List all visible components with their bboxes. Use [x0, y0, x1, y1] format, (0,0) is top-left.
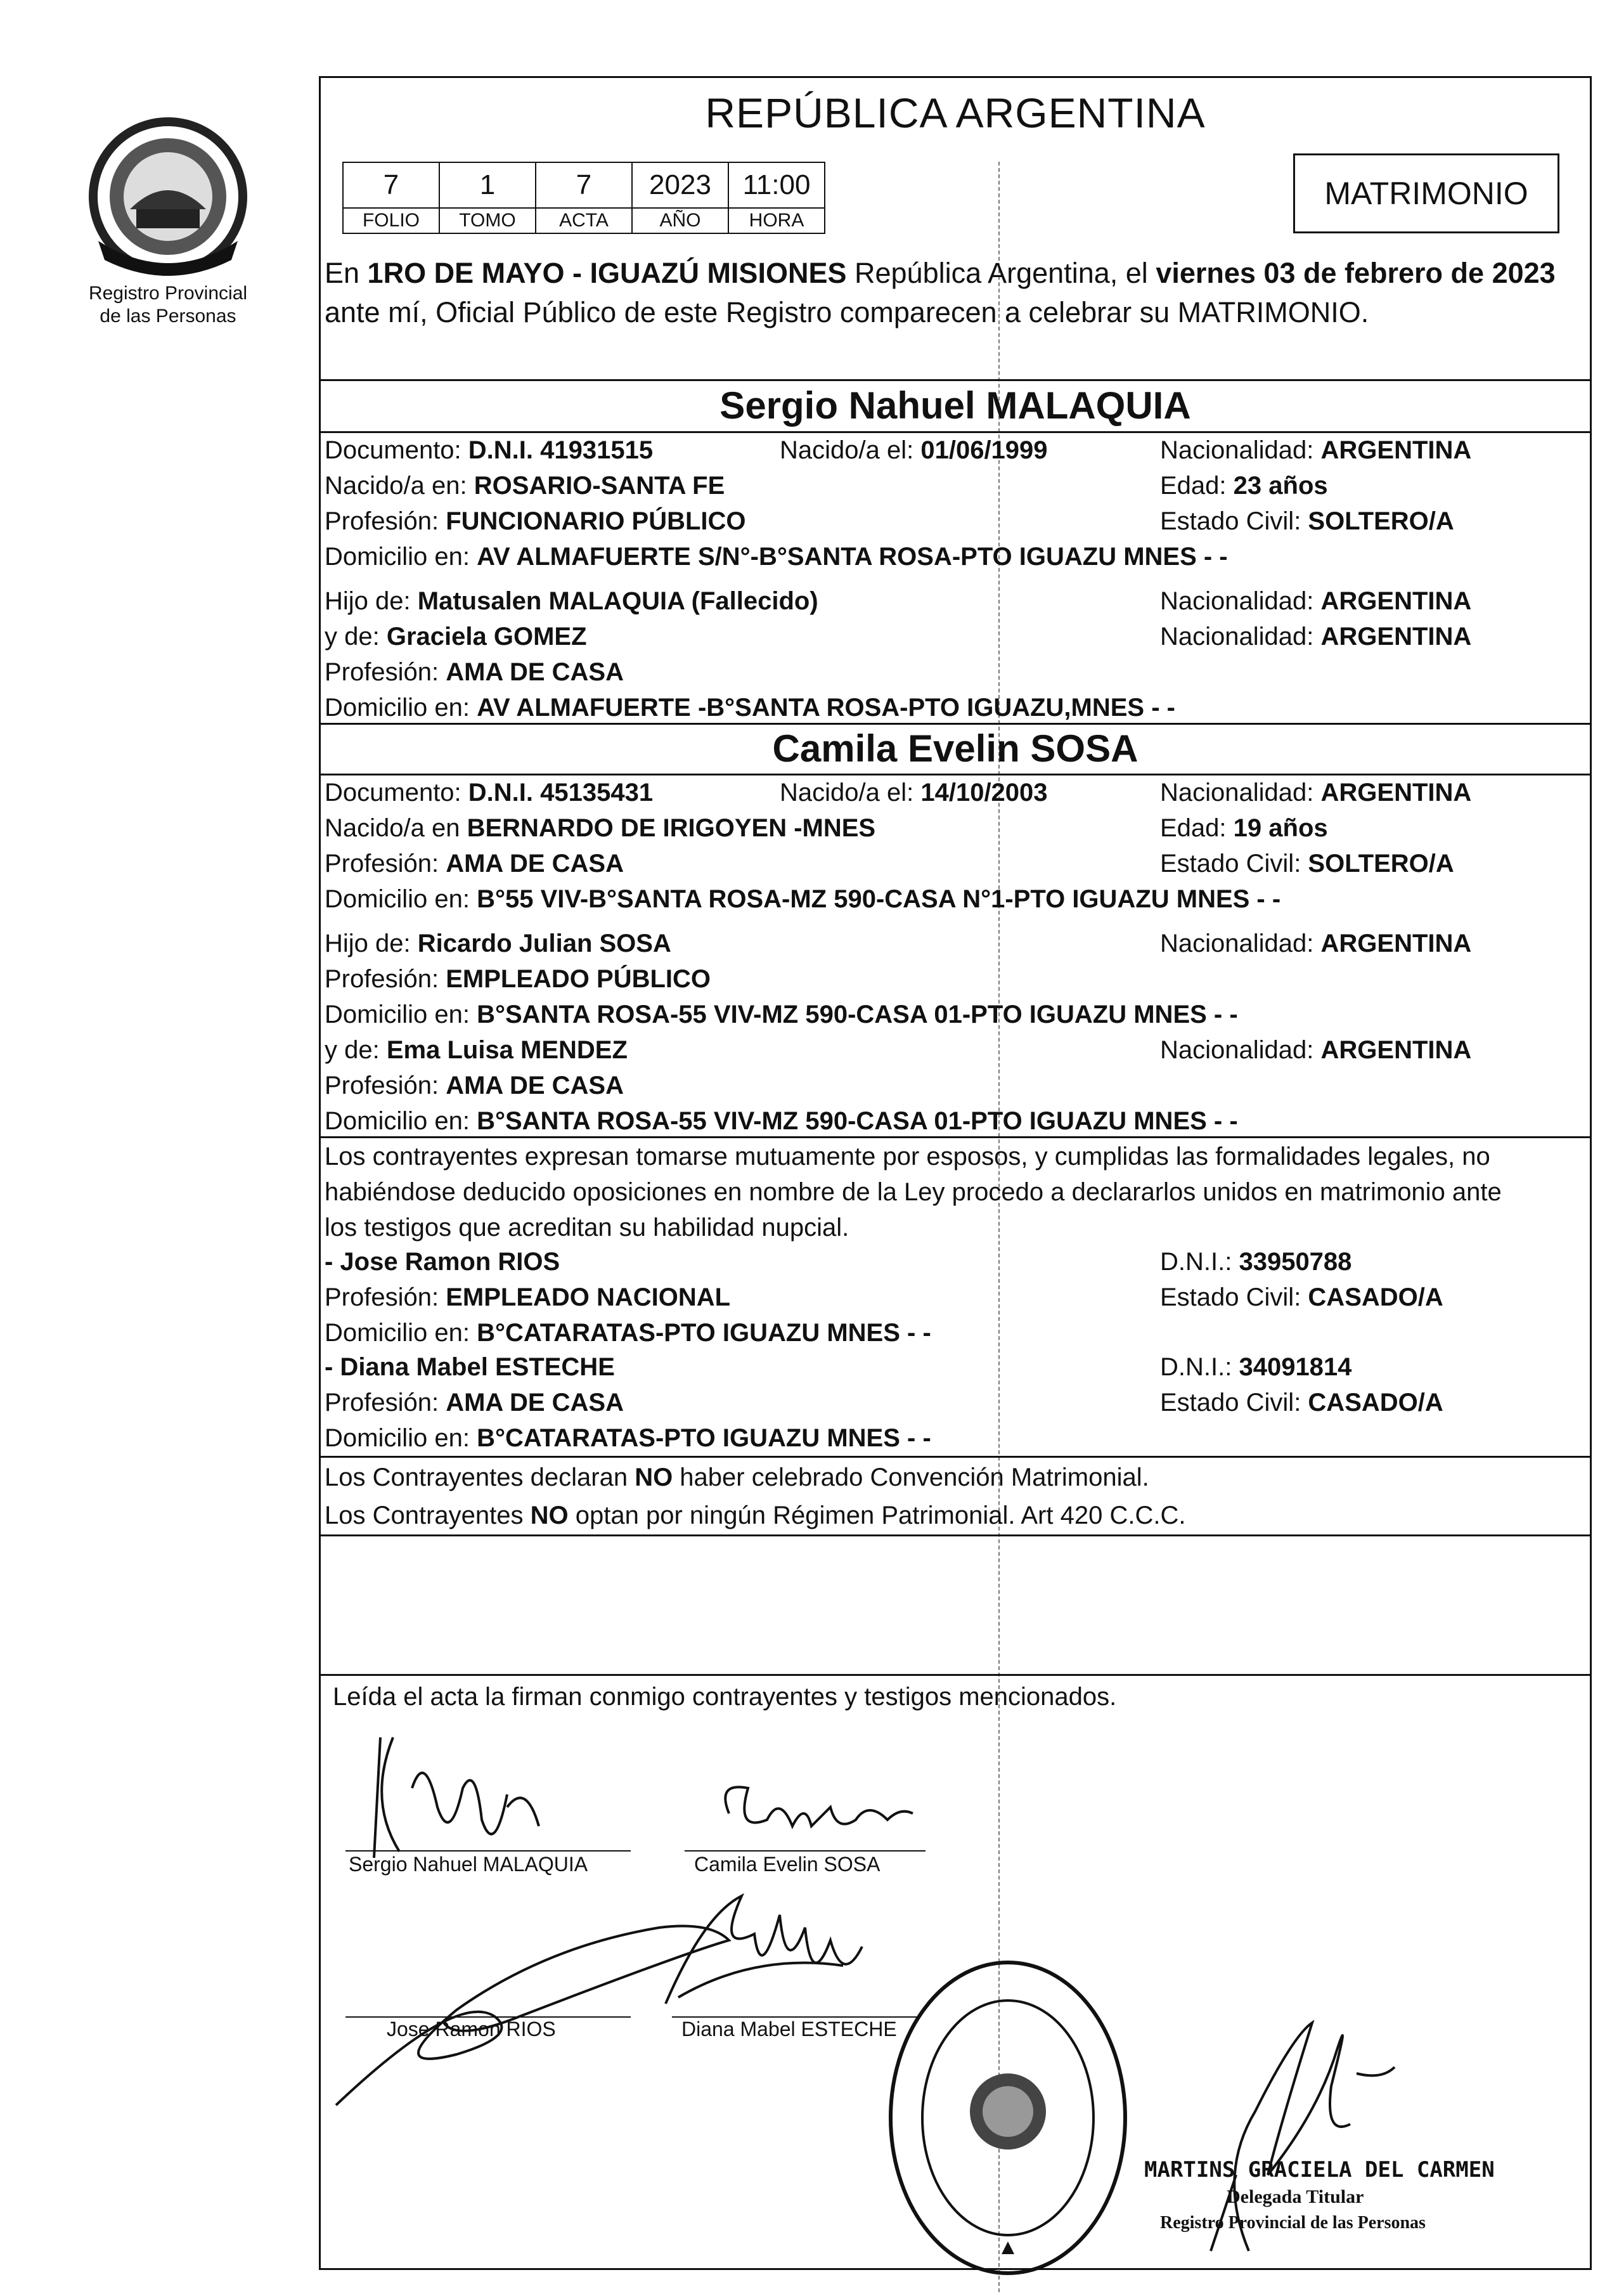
- registry-seal-icon: [86, 114, 250, 279]
- witness1-dni: D.N.I.: 33950788: [1160, 1248, 1352, 1276]
- registry-logo-block: [70, 114, 266, 328]
- divider: [319, 431, 1592, 433]
- spouse1-document: Documento: D.N.I. 41931515: [325, 436, 654, 464]
- spouse2-father-address: Domicilio en: B°SANTA ROSA-55 VIV-MZ 590-CASA 01-PTO IGUAZU MNES - -: [325, 1001, 1238, 1028]
- witness1-civil-status: Estado Civil: CASADO/A: [1160, 1283, 1443, 1311]
- signature-label-spouse1: Sergio Nahuel MALAQUIA: [349, 1853, 588, 1876]
- spouse1-mother-nationality: Nacionalidad: ARGENTINA: [1160, 623, 1472, 651]
- intro-date: viernes 03 de febrero de: [1156, 257, 1485, 289]
- signature-label-spouse2: Camila Evelin SOSA: [694, 1853, 880, 1876]
- record-type-box: [1293, 153, 1559, 233]
- spouse1-father-nationality: Nacionalidad: ARGENTINA: [1160, 587, 1472, 615]
- spouse1-birthplace: Nacido/a en: ROSARIO-SANTA FE: [325, 472, 725, 500]
- divider: [319, 774, 1592, 775]
- record-type: MATRIMONIO: [1324, 176, 1528, 211]
- official-office: Registro Provincial de las Personas: [1160, 2213, 1426, 2233]
- tomo-value: 1: [439, 162, 536, 208]
- spouse2-nationality: Nacionalidad: ARGENTINA: [1160, 779, 1472, 807]
- folio-value: 7: [343, 162, 439, 208]
- record-fields-table: [342, 162, 825, 234]
- spouse2-profession: Profesión: AMA DE CASA: [325, 850, 624, 878]
- hora-label: HORA: [728, 208, 825, 233]
- witness2-address: Domicilio en: B°CATARATAS-PTO IGUAZU MNES - -: [325, 1424, 931, 1452]
- spouse1-nationality: Nacionalidad: ARGENTINA: [1160, 436, 1472, 464]
- witness1-name: - Jose Ramon RIOS: [325, 1248, 560, 1276]
- spouse2-mother-profession: Profesión: AMA DE CASA: [325, 1072, 624, 1099]
- acta-value: 7: [536, 162, 632, 208]
- registry-caption-line1: Registro Provincial: [88, 283, 248, 304]
- declaration-paragraph: [325, 1139, 1586, 1245]
- spouse2-age: Edad: 19 años: [1160, 814, 1328, 842]
- spouse1-address: Domicilio en: AV ALMAFUERTE S/N°-B°SANTA ROSA-PTO IGUAZU MNES - -: [325, 543, 1228, 571]
- spouse1-civil-status: Estado Civil: SOLTERO/A: [1160, 507, 1454, 535]
- anio-value: 2023: [632, 162, 728, 208]
- spouse2-mother: y de: Ema Luisa MENDEZ: [325, 1036, 628, 1064]
- anio-label: AÑO: [632, 208, 728, 233]
- signature-label-witness2: Diana Mabel ESTECHE: [681, 2018, 897, 2040]
- spouse2-document: Documento: D.N.I. 45135431: [325, 779, 654, 807]
- spouse2-civil-status: Estado Civil: SOLTERO/A: [1160, 850, 1454, 878]
- official-role: Delegada Titular: [1227, 2186, 1364, 2207]
- document-title: REPÚBLICA ARGENTINA: [705, 89, 1206, 136]
- spouse1-mother: y de: Graciela GOMEZ: [325, 623, 587, 651]
- spouse2-father: Hijo de: Ricardo Julian SOSA: [325, 930, 671, 957]
- witness1-profession: Profesión: EMPLEADO NACIONAL: [325, 1283, 731, 1311]
- intro-place: 1RO DE MAYO - IGUAZÚ MISIONES: [367, 257, 847, 289]
- official-name: MARTINS GRACIELA DEL CARMEN: [1144, 2157, 1495, 2182]
- tomo-label: TOMO: [439, 208, 536, 233]
- witness2-profession: Profesión: AMA DE CASA: [325, 1389, 624, 1417]
- witness2-civil-status: Estado Civil: CASADO/A: [1160, 1389, 1443, 1417]
- spouse1-parent-profession: Profesión: AMA DE CASA: [325, 658, 624, 686]
- signature-spouse2-drawing: [710, 1769, 926, 1852]
- divider: [319, 1456, 1592, 1458]
- divider: [319, 379, 1592, 381]
- convention-statement: Los Contrayentes declaran NO haber celebrado Convención Matrimonial.: [325, 1463, 1149, 1491]
- registry-caption-line2: de las Personas: [100, 306, 236, 327]
- signature-label-witness1: Jose Ramon RIOS: [387, 2018, 556, 2040]
- spouse2-mother-address: Domicilio en: B°SANTA ROSA-55 VIV-MZ 590-CASA 01-PTO IGUAZU MNES - -: [325, 1107, 1238, 1135]
- spouse1-name: Sergio Nahuel MALAQUIA: [719, 384, 1191, 427]
- regime-statement: Los Contrayentes NO optan por ningún Régimen Patrimonial. Art 420 C.C.C.: [325, 1501, 1186, 1529]
- intro-paragraph: En 1RO DE MAYO - IGUAZÚ MISIONES República Argentina, el viernes 03 de febrero de 2023 ante mí, Oficial Público de este Registro comparecen a celebrar su MATRIMONIO.: [325, 257, 1556, 328]
- intro-year: 2023: [1492, 257, 1556, 289]
- divider: [319, 723, 1592, 725]
- declaration-line: Los contrayentes expresan tomarse mutuamente por esposos, y cumplidas las formalidades legales, no: [325, 1143, 1490, 1171]
- spouse1-profession: Profesión: FUNCIONARIO PÚBLICO: [325, 507, 746, 535]
- spouse2-birthdate: Nacido/a el: 14/10/2003: [780, 779, 1048, 807]
- spouse1-father: Hijo de: Matusalen MALAQUIA (Fallecido): [325, 587, 818, 615]
- spouse2-name: Camila Evelin SOSA: [772, 727, 1138, 770]
- spouse2-birthplace: Nacido/a en BERNARDO DE IRIGOYEN -MNES: [325, 814, 876, 842]
- divider: [319, 1136, 1592, 1138]
- signature-spouse1-drawing: [355, 1712, 621, 1864]
- hora-value: 11:00: [728, 162, 825, 208]
- spouse2-father-nationality: Nacionalidad: ARGENTINA: [1160, 930, 1472, 957]
- witness1-address: Domicilio en: B°CATARATAS-PTO IGUAZU MNES - -: [325, 1319, 931, 1347]
- spouse2-address: Domicilio en: B°55 VIV-B°SANTA ROSA-MZ 590-CASA N°1-PTO IGUAZU MNES - -: [325, 885, 1281, 913]
- acta-label: ACTA: [536, 208, 632, 233]
- spouse2-father-profession: Profesión: EMPLEADO PÚBLICO: [325, 965, 711, 993]
- official-stamp: [884, 1956, 1132, 2280]
- signature-witness2-drawing: [653, 1877, 875, 2029]
- folio-label: FOLIO: [343, 208, 439, 233]
- spouse1-birthdate: Nacido/a el: 01/06/1999: [780, 436, 1048, 464]
- witness2-dni: D.N.I.: 34091814: [1160, 1353, 1352, 1381]
- divider: [319, 1534, 1592, 1536]
- spouse2-mother-nationality: Nacionalidad: ARGENTINA: [1160, 1036, 1472, 1064]
- spouse1-parent-address: Domicilio en: AV ALMAFUERTE -B°SANTA ROSA-PTO IGUAZU,MNES - -: [325, 694, 1175, 722]
- closing-statement: Leída el acta la firman conmigo contrayentes y testigos mencionados.: [333, 1683, 1117, 1711]
- spouse1-age: Edad: 23 años: [1160, 472, 1328, 500]
- witness2-name: - Diana Mabel ESTECHE: [325, 1353, 615, 1381]
- declaration-line: los testigos que acreditan su habilidad nupcial.: [325, 1214, 849, 1242]
- declaration-line: habiéndose deducido oposiciones en nombre de la Ley procedo a declararlos unidos en matrimonio ante: [325, 1178, 1502, 1206]
- divider: [319, 1674, 1592, 1676]
